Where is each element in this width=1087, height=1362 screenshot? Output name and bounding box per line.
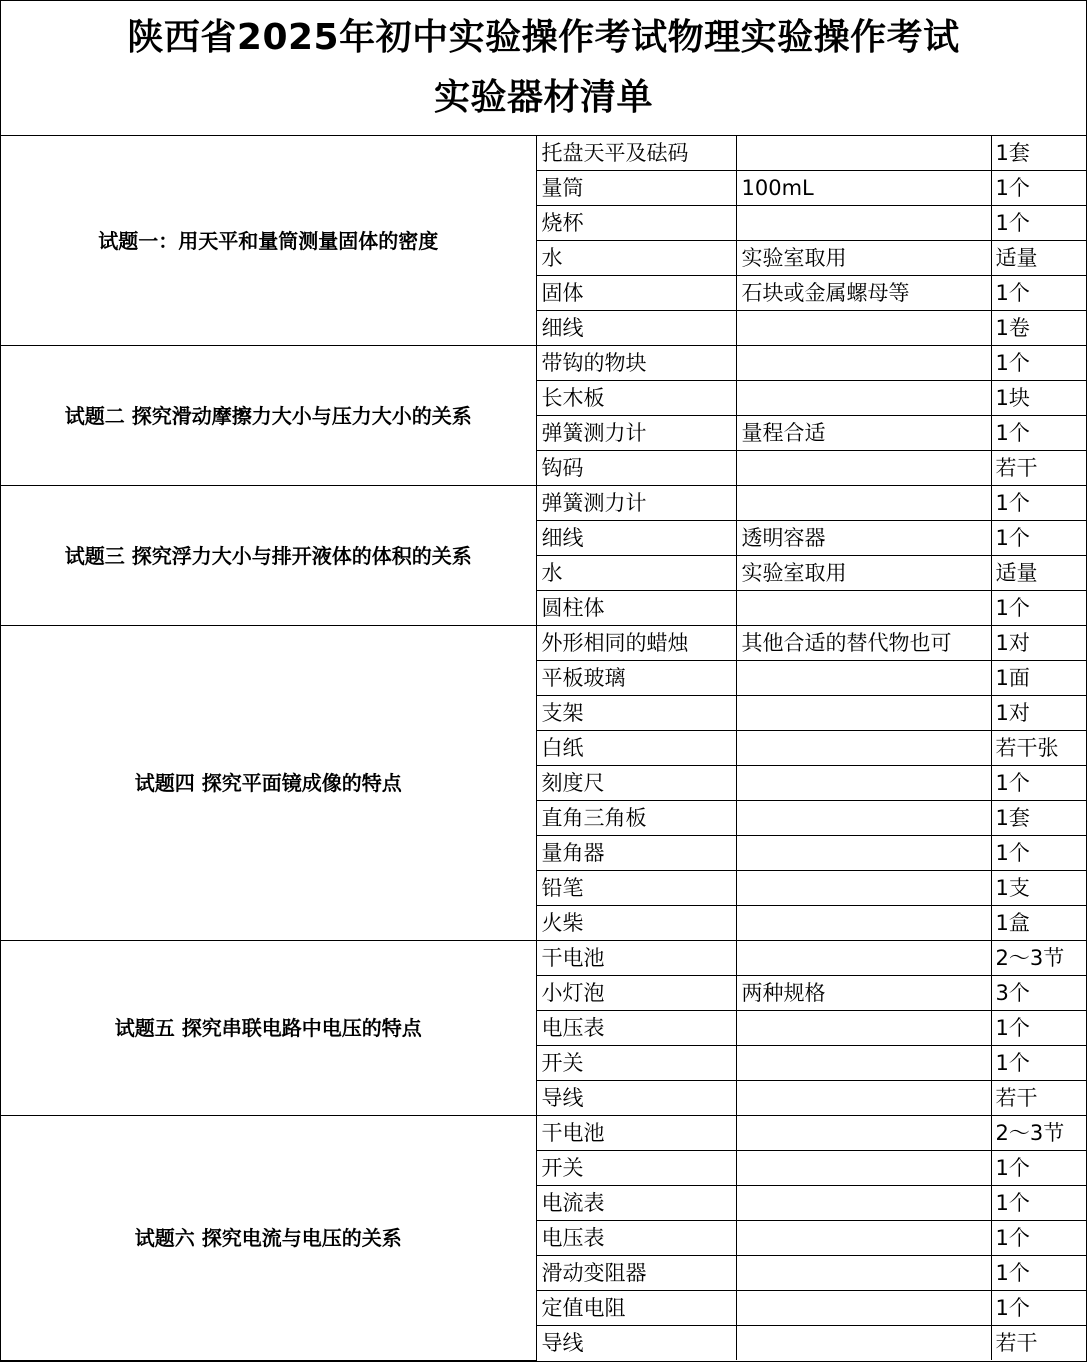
test-name-cell: 试题三 探究浮力大小与排开液体的体积的关系 [1,486,536,626]
item-name-cell: 带钩的物块 [536,346,736,381]
item-name-cell: 烧杯 [536,206,736,241]
item-name-cell: 平板玻璃 [536,661,736,696]
item-qty-cell: 若干张 [991,731,1087,766]
item-spec-cell [736,1186,991,1221]
table-row [1,1116,1087,1151]
item-qty-cell: 1个 [991,836,1087,871]
item-qty-cell: 1对 [991,626,1087,661]
item-name-cell: 白纸 [536,731,736,766]
item-name-cell: 弹簧测力计 [536,486,736,521]
item-spec-cell [736,1221,991,1256]
item-qty-cell: 1卷 [991,311,1087,346]
item-spec-cell [736,661,991,696]
item-name-cell: 开关 [536,1151,736,1186]
item-qty-cell: 1面 [991,661,1087,696]
item-spec-cell [736,696,991,731]
item-name-cell: 刻度尺 [536,766,736,801]
item-name-cell: 支架 [536,696,736,731]
item-spec-cell [736,801,991,836]
item-spec-cell [736,941,991,976]
item-spec-cell: 100mL [736,171,991,206]
test-name-cell: 试题六 探究电流与电压的关系 [1,1116,536,1361]
item-spec-cell [736,346,991,381]
item-qty-cell: 2～3节 [991,941,1087,976]
item-qty-cell: 1个 [991,1186,1087,1221]
item-name-cell: 托盘天平及砝码 [536,136,736,171]
table-row [1,346,1087,381]
item-name-cell: 弹簧测力计 [536,416,736,451]
title-block [1,1,1086,136]
item-qty-cell: 1套 [991,136,1087,171]
item-spec-cell: 其他合适的替代物也可 [736,626,991,661]
item-name-cell: 电压表 [536,1221,736,1256]
test-name-cell: 试题四 探究平面镜成像的特点 [1,626,536,941]
item-name-cell: 钩码 [536,451,736,486]
item-spec-cell: 透明容器 [736,521,991,556]
item-qty-cell: 适量 [991,556,1087,591]
item-name-cell: 干电池 [536,1116,736,1151]
item-name-cell: 固体 [536,276,736,311]
item-name-cell: 开关 [536,1046,736,1081]
item-qty-cell: 若干 [991,1326,1087,1361]
item-name-cell: 直角三角板 [536,801,736,836]
item-qty-cell: 1个 [991,521,1087,556]
item-qty-cell: 2～3节 [991,1116,1087,1151]
test-name-cell: 试题二 探究滑动摩擦力大小与压力大小的关系 [1,346,536,486]
title-line-2: 实验器材清单 [433,77,653,118]
item-qty-cell: 1个 [991,1291,1087,1326]
item-name-cell: 导线 [536,1081,736,1116]
item-spec-cell [736,1011,991,1046]
title-line-1: 陕西省2025年初中实验操作考试物理实验操作考试 [127,17,960,58]
item-qty-cell: 1个 [991,1151,1087,1186]
item-spec-cell [736,1116,991,1151]
item-name-cell: 细线 [536,311,736,346]
item-name-cell: 铅笔 [536,871,736,906]
item-name-cell: 量角器 [536,836,736,871]
item-qty-cell: 1个 [991,766,1087,801]
item-qty-cell: 适量 [991,241,1087,276]
item-spec-cell: 实验室取用 [736,241,991,276]
item-qty-cell: 1个 [991,486,1087,521]
item-qty-cell: 1个 [991,1011,1087,1046]
item-qty-cell: 1个 [991,1046,1087,1081]
item-qty-cell: 1个 [991,171,1087,206]
item-spec-cell [736,906,991,941]
item-qty-cell: 1套 [991,801,1087,836]
item-name-cell: 导线 [536,1326,736,1361]
item-qty-cell: 1支 [991,871,1087,906]
item-name-cell: 小灯泡 [536,976,736,1011]
item-name-cell: 外形相同的蜡烛 [536,626,736,661]
table-row [1,136,1087,171]
item-qty-cell: 1盒 [991,906,1087,941]
item-qty-cell: 1个 [991,591,1087,626]
item-name-cell: 量筒 [536,171,736,206]
item-qty-cell: 3个 [991,976,1087,1011]
item-spec-cell [736,1151,991,1186]
item-spec-cell [736,486,991,521]
item-qty-cell: 1个 [991,346,1087,381]
item-qty-cell: 1块 [991,381,1087,416]
item-name-cell: 水 [536,556,736,591]
item-spec-cell: 两种规格 [736,976,991,1011]
test-name-cell: 试题五 探究串联电路中电压的特点 [1,941,536,1116]
item-name-cell: 火柴 [536,906,736,941]
item-spec-cell: 量程合适 [736,416,991,451]
table-row [1,626,1087,661]
item-name-cell: 圆柱体 [536,591,736,626]
item-spec-cell [736,836,991,871]
item-name-cell: 水 [536,241,736,276]
item-spec-cell [736,1326,991,1361]
item-spec-cell [736,1081,991,1116]
item-spec-cell [736,381,991,416]
item-spec-cell [736,1291,991,1326]
item-spec-cell [736,206,991,241]
item-qty-cell: 若干 [991,1081,1087,1116]
item-spec-cell [736,766,991,801]
item-name-cell: 定值电阻 [536,1291,736,1326]
item-qty-cell: 1个 [991,416,1087,451]
item-name-cell: 电流表 [536,1186,736,1221]
table-row [1,941,1087,976]
item-spec-cell: 石块或金属螺母等 [736,276,991,311]
item-spec-cell [736,451,991,486]
item-spec-cell [736,1046,991,1081]
item-spec-cell [736,731,991,766]
item-name-cell: 滑动变阻器 [536,1256,736,1291]
item-qty-cell: 1个 [991,1256,1087,1291]
equipment-table [1,136,1087,1361]
table-row [1,486,1087,521]
item-spec-cell [736,136,991,171]
item-qty-cell: 1对 [991,696,1087,731]
item-spec-cell [736,1256,991,1291]
item-name-cell: 电压表 [536,1011,736,1046]
item-spec-cell [736,311,991,346]
item-qty-cell: 若干 [991,451,1087,486]
item-qty-cell: 1个 [991,1221,1087,1256]
item-spec-cell [736,871,991,906]
item-name-cell: 细线 [536,521,736,556]
item-spec-cell [736,591,991,626]
item-spec-cell: 实验室取用 [736,556,991,591]
equipment-table-body [1,136,1087,1360]
item-qty-cell: 1个 [991,276,1087,311]
item-name-cell: 长木板 [536,381,736,416]
test-name-cell: 试题一：用天平和量筒测量固体的密度 [1,136,536,346]
item-name-cell: 干电池 [536,941,736,976]
item-qty-cell: 1个 [991,206,1087,241]
